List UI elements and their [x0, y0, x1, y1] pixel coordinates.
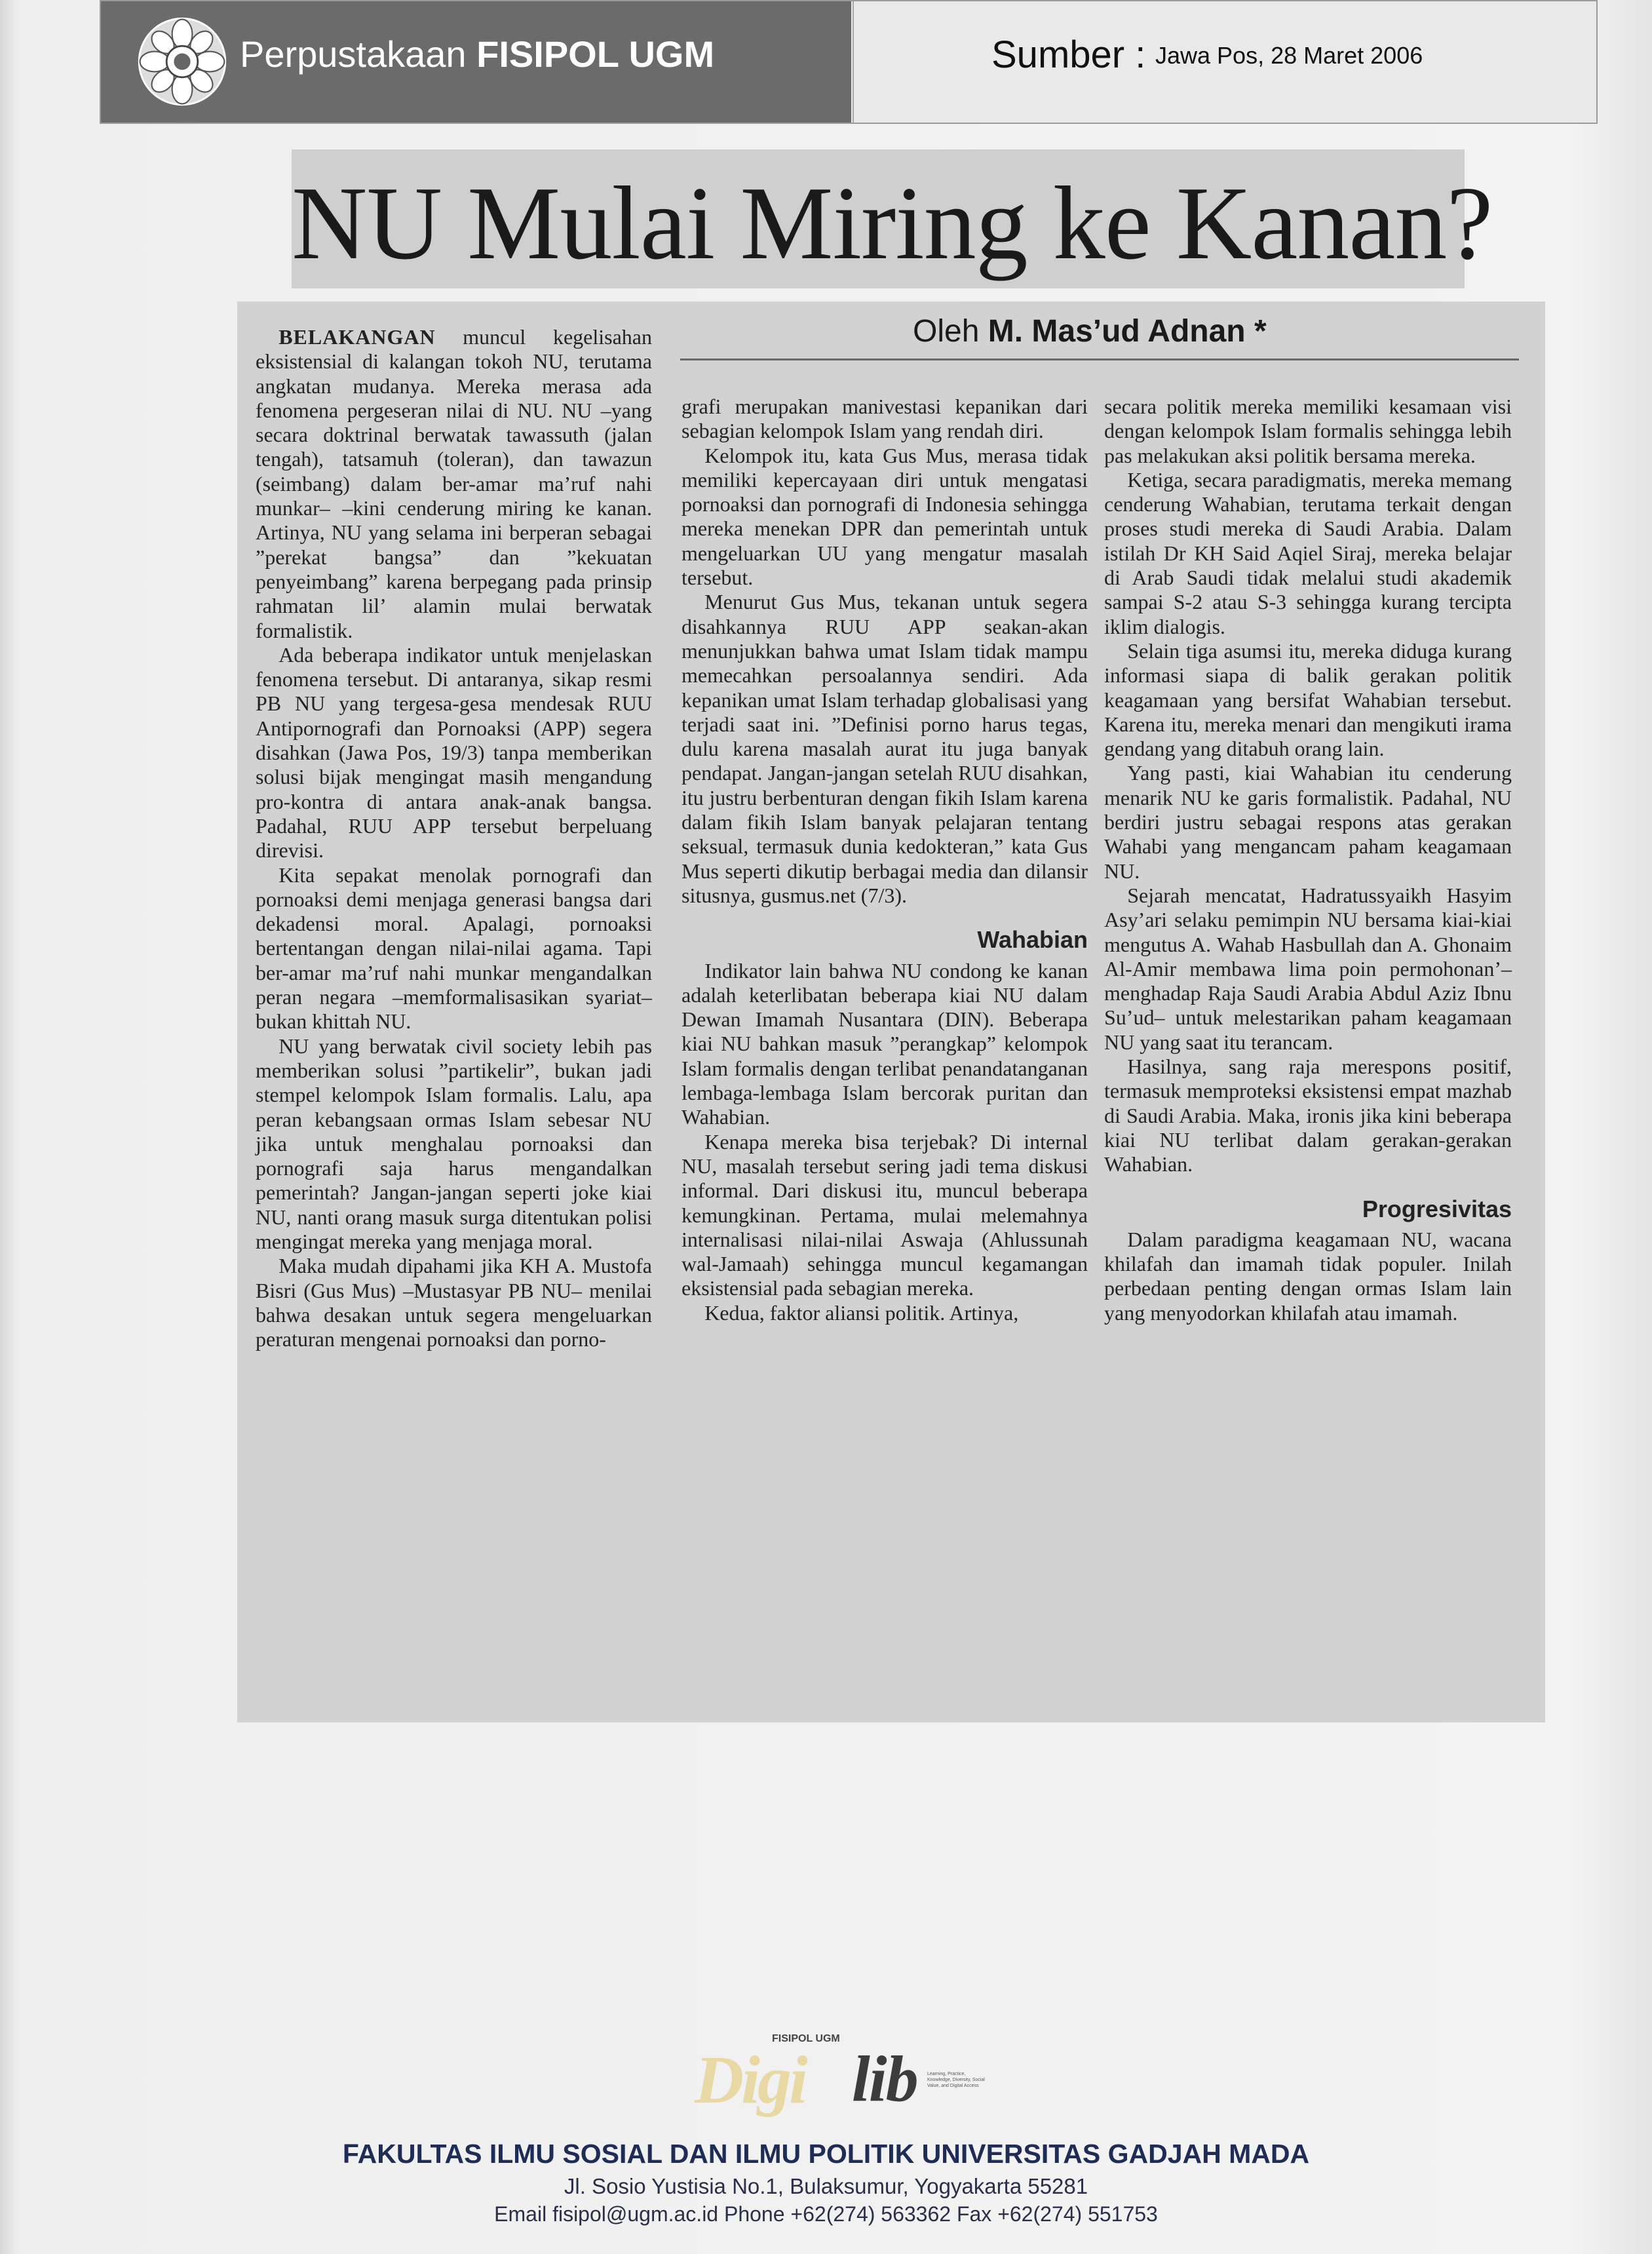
paragraph: Ketiga, secara paradigmatis, mereka memang cenderung Wahabian, terutama terkait dengan proses studi mereka di Saudi Arabia. Dalam istilah Dr KH Said Aqiel Siraj, mereka belajar di Arab Saudi tidak melalui studi akademik sampai S-2 atau S-3 sehingga kurang tercipta iklim dialogis. [1104, 467, 1512, 638]
article-column-2 [682, 395, 1088, 1325]
ugm-seal-icon [136, 16, 228, 107]
headline-clipping [292, 149, 1493, 288]
paragraph: Ada beberapa indikator untuk menjelaskan fenomena tersebut. Di antaranya, sikap resmi PB NU yang tergesa-gesa mendesak RUU Antipornografi dan Pornoaksi (APP) segera disahkan (Jawa Pos, 19/3) tanpa memberikan solusi bijak mengingat masih mengandung pro-kontra di antara anak-anak bangsa. Padahal, RUU APP tersebut berpeluang direvisi. [256, 642, 652, 863]
source-value: Jawa Pos, 28 Maret 2006 [1155, 42, 1423, 69]
paragraph: Selain tiga asumsi itu, mereka diduga kurang informasi siapa di balik gerakan politik keagamaan yang bersifat Wahabian tersebut. Karena itu, mereka menari dan mengikuti irama gendang yang ditabuh orang lain. [1104, 638, 1512, 761]
paragraph: Sejarah mencatat, Hadratussyaikh Hasyim Asy’ari selaku pemimpin NU bersama kiai-kiai mengutus A. Wahab Hasbullah dan A. Ghonaim Al-Amir membawa lima poin permohonan’–menghadap Raja Saudi Arabia Abdul Aziz Ibnu Su’ud– untuk melestarikan paham keagamaan NU yang saat itu terancam. [1104, 883, 1512, 1054]
paragraph: NU yang berwatak civil society lebih pas memberikan solusi ”partikelir”, bukan jadi stempel kelompok Islam formalis. Lalu, apa peran kebangsaan ormas Islam sebesar NU jika untuk menghalau pornoaksi dan pornografi saja harus mengandalkan pemerintah? Jangan-jangan seperti joke kiai NU, nanti orang masuk surga ditentukan polisi mengingat mereka yang menjaga moral. [256, 1034, 652, 1253]
digilib-logo [695, 2033, 985, 2118]
byline-author: M. Mas’ud Adnan * [988, 314, 1267, 349]
article-headline: NU Mulai Miring ke Kanan? [292, 165, 1493, 281]
paragraph: secara politik mereka memiliki kesamaan visi dengan kelompok Islam formalis sehingga lebih pas melakukan aksi politik bersama mereka. [1104, 395, 1512, 467]
article-column-3 [1104, 395, 1512, 1325]
faculty-address: Jl. Sosio Yustisia No.1, Bulaksumur, Yogyakarta 55281 [564, 2174, 1088, 2198]
paragraph: Maka mudah dipahami jika KH A. Mustofa Bisri (Gus Mus) –Mustasyar PB NU– menilai bahwa desakan untuk segera mengeluarkan peraturan mengenai pornoaksi dan porno- [256, 1254, 652, 1351]
byline-prefix: Oleh [913, 314, 980, 349]
paragraph: Kedua, faktor aliansi politik. Artinya, [704, 1300, 1019, 1325]
paragraph: Hasilnya, sang raja merespons positif, termasuk memproteksi eksistensi empat mazhab di Saudi Arabia. Maka, ironis jika kini beberapa kiai NU terlibat dalam gerakan-gerakan Wahabian. [1104, 1055, 1512, 1176]
logo-tagline: Learning, Practice, Knowledge, Diversity, Social Value, and Digital Access [927, 2072, 985, 2088]
byline-rule [680, 359, 1519, 360]
paragraph: Kenapa mereka bisa terjebak? Di internal NU, masalah tersebut sering jadi tema diskusi informal. Dari diskusi itu, muncul beberapa kemungkinan. Pertama, mulai melemahnya internalisasi nilai-nilai Aswaja (Ahlussunah wal-Jamaah) sehingga muncul kegamangan eksistensial pada sebagian mereka. [682, 1129, 1088, 1300]
paragraph: BELAKANGAN muncul kegelisahan eksistensial di kalangan tokoh NU, terutama angkatan mudanya. Mereka merasa ada fenomena pergeseran nilai di NU. NU –yang secara doktrinal berwatak tawassuth (jalan tengah), tatsamuh (toleran), dan tawazun (seimbang) dalam ber-amar ma’ruf nahi munkar– –kini cenderung miring ke kanan. Artinya, NU yang selama ini berperan sebagai ”perekat bangsa” dan ”kekuatan penyeimbang” karena berpegang pada prinsip rahmatan lil’ alamin mulai berwatak formalistik. [256, 325, 653, 642]
paragraph: Dalam paradigma keagamaan NU, wacana khilafah dan imamah tidak populer. Inilah perbedaan penting dengan ormas Islam lain yang menyodorkan khilafah atau imamah. [1104, 1227, 1512, 1325]
lead-word: BELAKANGAN [279, 325, 436, 349]
logo-caption: FISIPOL UGM [772, 2033, 840, 2044]
faculty-name: FAKULTAS ILMU SOSIAL DAN ILMU POLITIK UNIVERSITAS GADJAH MADA [342, 2139, 1310, 2169]
logo-lib-text: lib [852, 2042, 917, 2115]
paragraph: Yang pasti, kiai Wahabian itu cenderung menarik NU ke garis formalistik. Padahal, NU berdiri justru sebagai respons atas gerakan Wahabi yang mengancam paham keagamaan NU. [1104, 761, 1512, 883]
paragraph: Indikator lain bahwa NU condong ke kanan adalah keterlibatan beberapa kiai NU dalam Dewan Imamah Nusantara (DIN). Beberapa kiai NU bahkan masuk ”perangkap” kelompok Islam formalis dengan terlibat penandatanganan lembaga-lembaga Islam bercorak puritan dan Wahabian. [682, 958, 1088, 1129]
paragraph: Kita sepakat menolak pornografi dan pornoaksi demi menjaga generasi bangsa dari dekadensi moral. Apalagi, pornoaksi bertentangan dengan nilai-nilai agama. Tapi ber-amar ma’ruf nahi munkar mengandalkan peran negara –memformalisasikan syariat– bukan khittah NU. [256, 863, 652, 1034]
logo-digi-text: Digi [695, 2042, 805, 2118]
paragraph: Kelompok itu, kata Gus Mus, merasa tidak memiliki kepercayaan diri untuk mengatasi pornoaksi dan pornografi di Indonesia sehingga mereka menekan DPR dan pemerintah untuk mengeluarkan UU yang mengatur masalah tersebut. [682, 443, 1088, 590]
source-label: Sumber : [991, 33, 1146, 76]
library-banner [101, 1, 851, 123]
article-column-1 [256, 325, 652, 1351]
source-panel [853, 1, 1596, 123]
subheading-wahabian: Wahabian [977, 926, 1088, 954]
library-name: Perpustakaan FISIPOL UGM [240, 33, 715, 75]
archive-header [100, 0, 1598, 124]
paragraph: grafi merupakan manivestasi kepanikan dari sebagian kelompok Islam yang rendah diri. [682, 395, 1088, 443]
faculty-contact: Email fisipol@ugm.ac.id Phone +62(274) 563362 Fax +62(274) 551753 [494, 2202, 1158, 2226]
byline [680, 308, 1519, 364]
subheading-progresivitas: Progresivitas [1362, 1195, 1512, 1222]
paragraph: Menurut Gus Mus, tekanan untuk segera disahkannya RUU APP seakan-akan menunjukkan bahwa umat Islam tidak mampu memecahkan persoalannya sendiri. Ada kepanikan umat Islam terhadap globalisasi yang terjadi saat ini. ”Definisi porno harus tegas, dulu karena masalah aurat itu juga banyak pendapat. Jangan-jangan setelah RUU disahkan, itu justru berbenturan dengan fikih Islam karena dalam fikih Islam banyak pelajaran tentang seksual, termasuk dunia kedokteran,” kata Gus Mus seperti dikutip berbagai media dan dilansir situsnya, gusmus.net (7/3). [682, 590, 1088, 907]
